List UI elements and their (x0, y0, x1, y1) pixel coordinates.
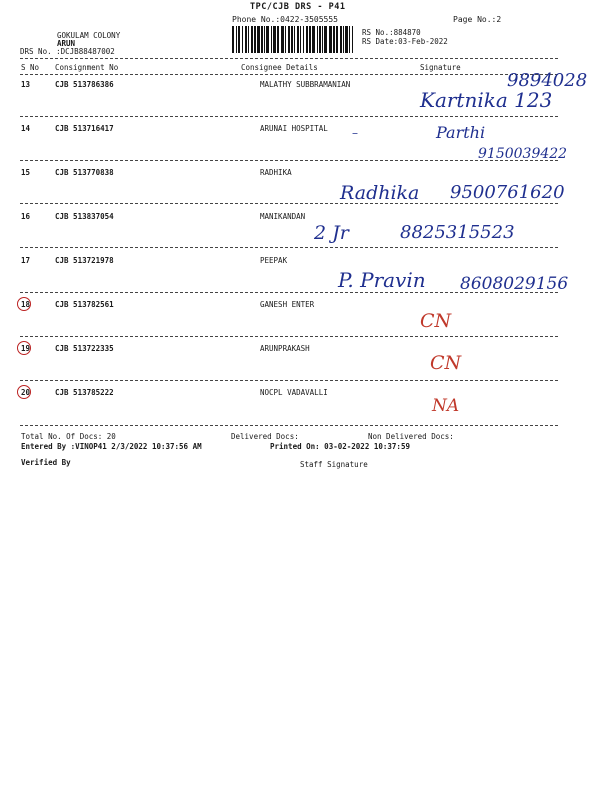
divider (20, 380, 558, 381)
row-consignee: NOCPL VADAVALLI (260, 388, 328, 397)
row-sno: 18 (21, 300, 31, 309)
divider (20, 74, 558, 75)
handwritten-signature: Parthi (436, 123, 486, 142)
row-consignment: CJB 513837054 (55, 212, 114, 221)
page-number: Page No.:2 (453, 15, 502, 24)
table-row (0, 388, 600, 402)
table-row (0, 256, 600, 270)
row-consignment: CJB 513785222 (55, 388, 114, 397)
divider (20, 58, 558, 59)
row-consignee: PEEPAK (260, 256, 288, 265)
handwritten-signature: Radhika (340, 182, 420, 204)
column-details: Consignee Details (241, 63, 318, 72)
dash-mark: – (352, 126, 358, 140)
handwritten-remark: CN (430, 352, 462, 374)
row-sno: 14 (21, 124, 31, 133)
table-row (0, 168, 600, 182)
row-sno: 20 (21, 388, 31, 397)
column-signature: Signature (420, 63, 461, 72)
table-row (0, 344, 600, 358)
handwritten-phone: 9150039422 (478, 146, 568, 162)
drs-number: DRS No. :DCJB88487002 (20, 47, 115, 56)
row-sno: 13 (21, 80, 31, 89)
row-sno: 16 (21, 212, 31, 221)
divider (20, 336, 558, 337)
barcode-icon (232, 26, 354, 53)
row-consignee: MANIKANDAN (260, 212, 306, 221)
divider (20, 292, 558, 293)
column-sno: S No (21, 63, 40, 72)
entered-by: Entered By :VINOP41 2/3/2022 10:37:56 AM (21, 442, 202, 451)
column-consignment: Consignment No (55, 63, 119, 72)
row-consignment: CJB 513722335 (55, 344, 114, 353)
row-consignment: CJB 513782561 (55, 300, 114, 309)
verified-by: Verified By (21, 458, 71, 467)
row-sno: 15 (21, 168, 31, 177)
row-sno: 19 (21, 344, 31, 353)
total-docs: Total No. Of Docs: 20 (21, 432, 116, 441)
table-row (0, 300, 600, 314)
printed-on: Printed On: 03-02-2022 10:37:59 (270, 442, 410, 451)
handwritten-phone: 9894028 (507, 70, 588, 91)
document-title: TPC/CJB DRS - P41 (250, 2, 346, 12)
row-sno: 17 (21, 256, 31, 265)
handwritten-remark: NA (432, 396, 460, 416)
rs-date: RS Date:03-Feb-2022 (362, 37, 448, 46)
non-delivered-docs: Non Delivered Docs: (368, 432, 454, 441)
staff-signature: Staff Signature (300, 460, 368, 469)
divider (20, 425, 558, 426)
row-consignee: RADHIKA (260, 168, 292, 177)
handwritten-phone: 8825315523 (400, 222, 515, 243)
table-row (0, 124, 600, 138)
row-consignment: CJB 513770838 (55, 168, 114, 177)
colony-name: GOKULAM COLONY (57, 31, 121, 40)
divider (20, 247, 558, 248)
row-consignee: ARUNPRAKASH (260, 344, 310, 353)
phone-number: Phone No.:0422-3505555 (232, 15, 338, 24)
divider (20, 203, 558, 204)
row-consignee: ARUNAI HOSPITAL (260, 124, 328, 133)
divider (20, 116, 558, 117)
branch-name: ARUN (57, 39, 76, 48)
divider (20, 160, 558, 161)
handwritten-signature: P. Pravin (338, 268, 426, 292)
row-consignment: CJB 513721978 (55, 256, 114, 265)
handwritten-phone: 8608029156 (460, 274, 569, 294)
handwritten-signature: Kartnika 123 (420, 88, 553, 112)
handwritten-remark: CN (420, 310, 452, 332)
handwritten-signature: 2 Jr (314, 222, 349, 244)
row-consignee: GANESH ENTER (260, 300, 315, 309)
handwritten-phone: 9500761620 (450, 182, 565, 203)
row-consignment: CJB 513716417 (55, 124, 114, 133)
delivered-docs: Delivered Docs: (231, 432, 299, 441)
rs-number: RS No.:884870 (362, 28, 421, 37)
row-consignment: CJB 513786386 (55, 80, 114, 89)
row-consignee: MALATHY SUBBRAMANIAN (260, 80, 351, 89)
